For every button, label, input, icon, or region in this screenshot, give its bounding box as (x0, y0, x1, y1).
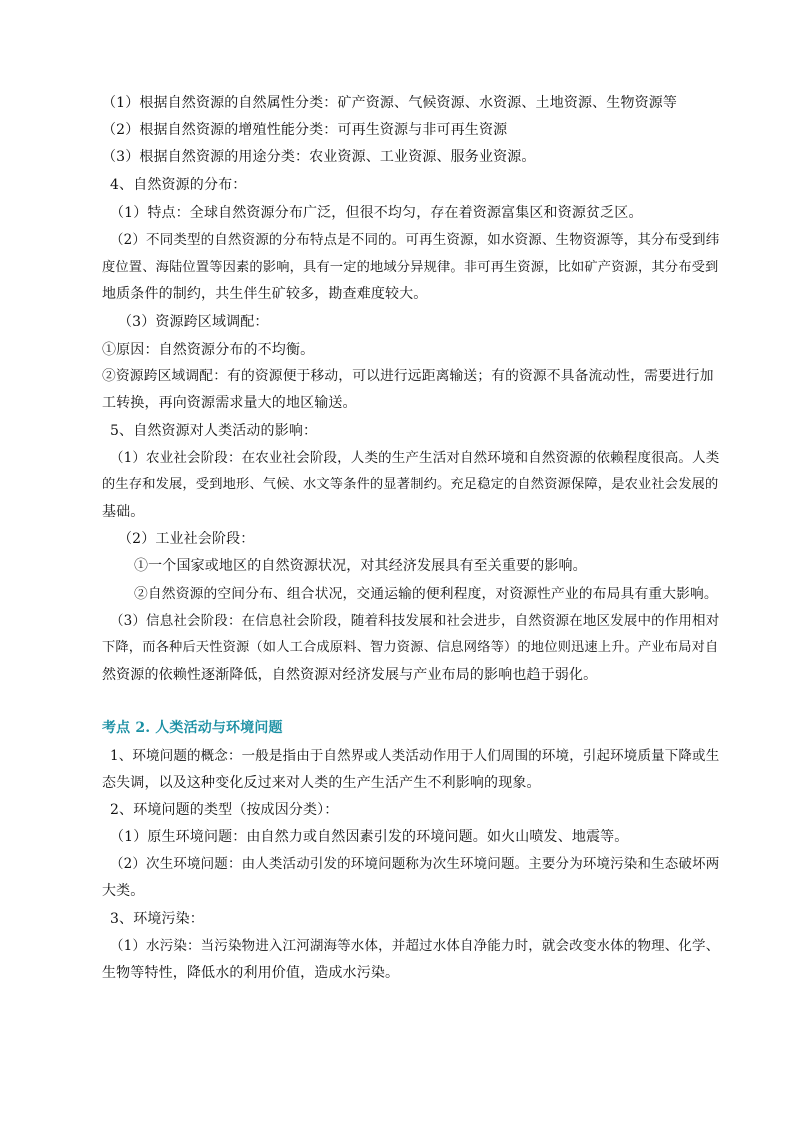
text-line: （1）农业社会阶段：在农业社会阶段，人类的生产生活对自然环境和自然资源的依赖程度很高。人类 (110, 450, 720, 466)
text-line: （3）根据自然资源的用途分类：农业资源、工业资源、服务业资源。 (102, 149, 536, 165)
text-line: （1）特点：全球自然资源分布广泛，但很不均匀，存在着资源富集区和资源贫乏区。 (110, 205, 643, 221)
text-line: ①原因：自然资源分布的不均衡。 (102, 342, 315, 358)
text-line: （1）水污染：当污染物进入江河湖海等水体，并超过水体自净能力时，就会改变水体的物理、化学、 (110, 938, 720, 954)
text-line: 5、自然资源对人类活动的影响： (110, 423, 318, 439)
text-line: （1）原生环境问题：由自然力或自然因素引发的环境问题。如火山喷发、地震等。 (110, 829, 629, 845)
text-line: ②资源跨区域调配：有的资源便于移动，可以进行远距离输送；有的资源不具备流动性，需要进行加 (102, 368, 714, 384)
text-line: 2、环境问题的类型（按成因分类）： (110, 802, 339, 818)
text-line: 大类。 (102, 883, 145, 899)
text-line: 下降，而各种后天性资源（如人工合成原料、智力资源、信息网络等）的地位则迅速上升。产业布局对自 (102, 640, 719, 655)
text-line: （2）工业社会阶段： (118, 531, 255, 547)
text-line: 地质条件的制约，共生伴生矿较多，勘查难度较大。 (102, 286, 428, 302)
text-line: 然资源的依赖性逐渐降低，自然资源对经济发展与产业布局的影响也趋于弱化。 (102, 667, 598, 683)
text-line: （2）不同类型的自然资源的分布特点是不同的。可再生资源，如水资源、生物资源等，其分布受到纬 (110, 232, 720, 248)
text-line: 生物等特性，降低水的利用价值，造成水污染。 (102, 965, 400, 981)
text-line: （3）资源跨区域调配： (118, 314, 269, 330)
text-line: 基础。 (102, 504, 145, 520)
text-line: ②自然资源的空间分布、组合状况，交通运输的便利程度，对资源性产业的布局具有重大影响。 (134, 586, 718, 602)
text-line: ①一个国家或地区的自然资源状况，对其经济发展具有至关重要的影响。 (134, 558, 587, 574)
text-line: （2）根据自然资源的增殖性能分类：可再生资源与非可再生资源 (102, 122, 508, 138)
text-line: （2）次生环境问题：由人类活动引发的环境问题称为次生环境问题。主要分为环境污染和生态破坏两 (110, 856, 720, 872)
text-line: 工转换，再向资源需求量大的地区输送。 (102, 395, 357, 411)
text-line: 度位置、海陆位置等因素的影响，具有一定的地域分异规律。非可再生资源，比如矿产资源，其分布受到 (102, 260, 719, 275)
text-line: 态失调，以及这种变化反过来对人类的生产生活产生不利影响的现象。 (102, 775, 541, 791)
text-line: 3、环境污染： (110, 911, 204, 927)
section-heading: 考点 2. 人类活动与环境问题 (102, 720, 283, 736)
text-line: （3）信息社会阶段：在信息社会阶段，随着科技发展和社会进步，自然资源在地区发展中的作用相对 (110, 613, 720, 629)
text-line: 的生存和发展，受到地形、气候、水文等条件的显著制约。充足稳定的自然资源保障，是农业社会发展的 (102, 477, 719, 492)
text-line: 4、自然资源的分布： (110, 177, 247, 193)
text-line: （1）根据自然资源的自然属性分类：矿产资源、气候资源、水资源、土地资源、生物资源等 (102, 95, 678, 111)
text-line: 1、环境问题的概念：一般是指由于自然界或人类活动作用于人们周围的环境，引起环境质量下降或生 (110, 748, 720, 764)
